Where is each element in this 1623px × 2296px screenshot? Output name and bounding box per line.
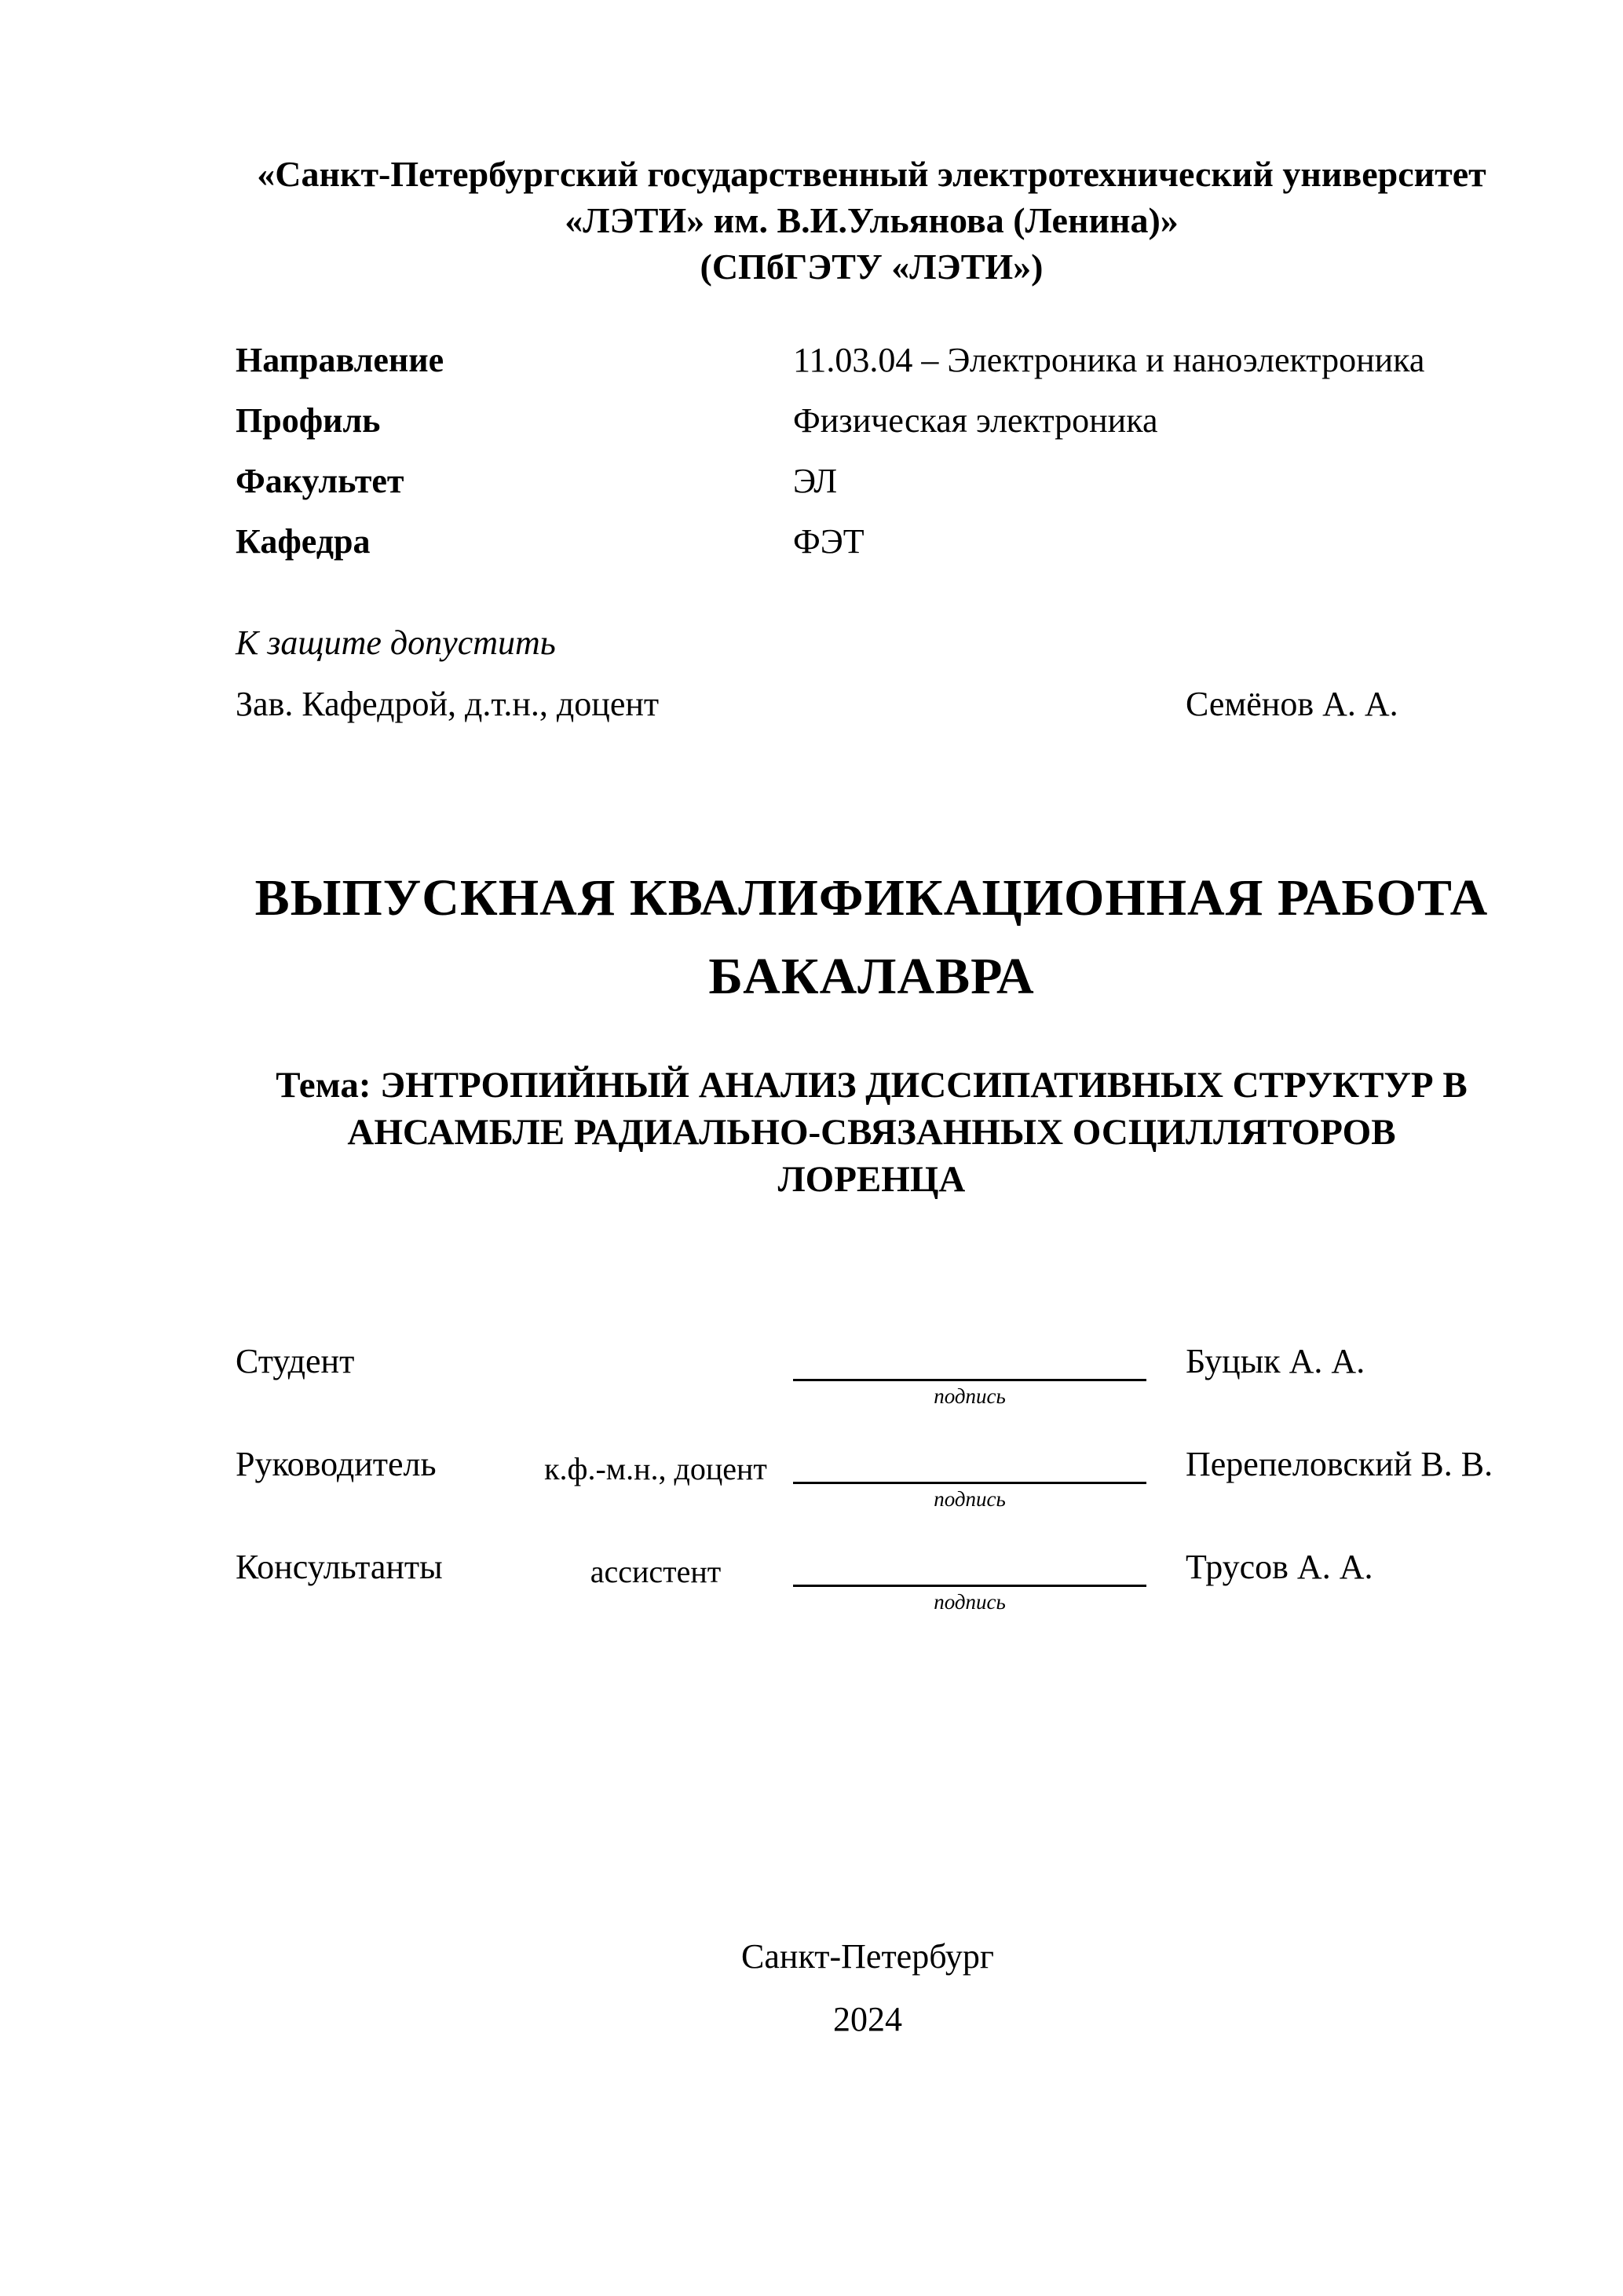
signature-line — [793, 1329, 1146, 1381]
signee-name: Буцык А. А. — [1186, 1342, 1365, 1380]
qualification-label: к.ф.-м.н., доцент — [544, 1451, 767, 1486]
signature-line — [793, 1431, 1146, 1484]
footer — [236, 1925, 1500, 2051]
qualification-label: ассистент — [590, 1554, 722, 1589]
university-header-line3: (СПбГЭТУ «ЛЭТИ») — [700, 247, 1044, 287]
thesis-title-line1: ВЫПУСКНАЯ КВАЛИФИКАЦИОННАЯ РАБОТА — [254, 869, 1489, 927]
university-header-line2: «ЛЭТИ» им. В.И.Ульянова (Ленина)» — [565, 200, 1179, 240]
approver-name: Семёнов А. А. — [1186, 685, 1398, 723]
role-label: Руководитель — [236, 1445, 437, 1483]
role-label: Студент — [236, 1342, 355, 1380]
thesis-topic-line1: Тема: ЭНТРОПИЙНЫЙ АНАЛИЗ ДИССИПАТИВНЫХ СТРУКТУР В — [276, 1065, 1468, 1106]
profile-label: Профиль — [236, 401, 381, 440]
thesis-title-line2: БАКАЛАВРА — [708, 948, 1035, 1005]
thesis-topic-line2: АНСАМБЛЕ РАДИАЛЬНО-СВЯЗАННЫХ ОСЦИЛЛЯТОРОВ — [347, 1112, 1396, 1153]
thesis-topic-line3: ЛОРЕНЦА — [777, 1159, 966, 1200]
thesis-topic — [236, 1062, 1508, 1203]
signature-row-supervisor — [236, 1431, 1539, 1534]
admission-row — [236, 684, 1539, 725]
footer-year: 2024 — [833, 2000, 902, 2038]
signature-caption: подпись — [934, 1384, 1006, 1408]
department-value: ФЭТ — [793, 522, 865, 561]
thesis-title — [236, 859, 1508, 1016]
university-header — [236, 151, 1508, 290]
admission-note: К защите допустить — [236, 623, 556, 662]
meta-row-faculty — [236, 451, 1539, 511]
signature-field — [793, 1431, 1146, 1512]
footer-city: Санкт-Петербург — [741, 1937, 994, 1976]
signature-caption: подпись — [934, 1487, 1006, 1511]
signature-field — [793, 1329, 1146, 1409]
meta-row-direction — [236, 330, 1539, 390]
signature-caption: подпись — [934, 1590, 1006, 1614]
faculty-value: ЭЛ — [793, 462, 838, 500]
programme-meta — [236, 330, 1539, 572]
signee-name: Трусов А. А. — [1186, 1548, 1373, 1586]
signatures-block — [236, 1329, 1539, 1637]
role-label: Консультанты — [236, 1548, 443, 1586]
signature-line — [793, 1534, 1146, 1587]
profile-value: Физическая электроника — [793, 401, 1158, 440]
faculty-label: Факультет — [236, 462, 404, 500]
direction-value: 11.03.04 – Электроника и наноэлектроника — [793, 341, 1425, 379]
signature-row-consultant — [236, 1534, 1539, 1637]
university-header-line1: «Санкт-Петербургский государственный электротехнический университет — [257, 154, 1486, 194]
approver-title: Зав. Кафедрой, д.т.н., доцент — [236, 685, 660, 723]
meta-row-profile — [236, 390, 1539, 451]
meta-row-department — [236, 511, 1539, 572]
direction-label: Направление — [236, 341, 444, 379]
admission-block — [236, 623, 1539, 725]
department-label: Кафедра — [236, 522, 371, 561]
signature-row-student — [236, 1329, 1539, 1431]
signature-field — [793, 1534, 1146, 1614]
signee-name: Перепеловский В. В. — [1186, 1445, 1493, 1483]
